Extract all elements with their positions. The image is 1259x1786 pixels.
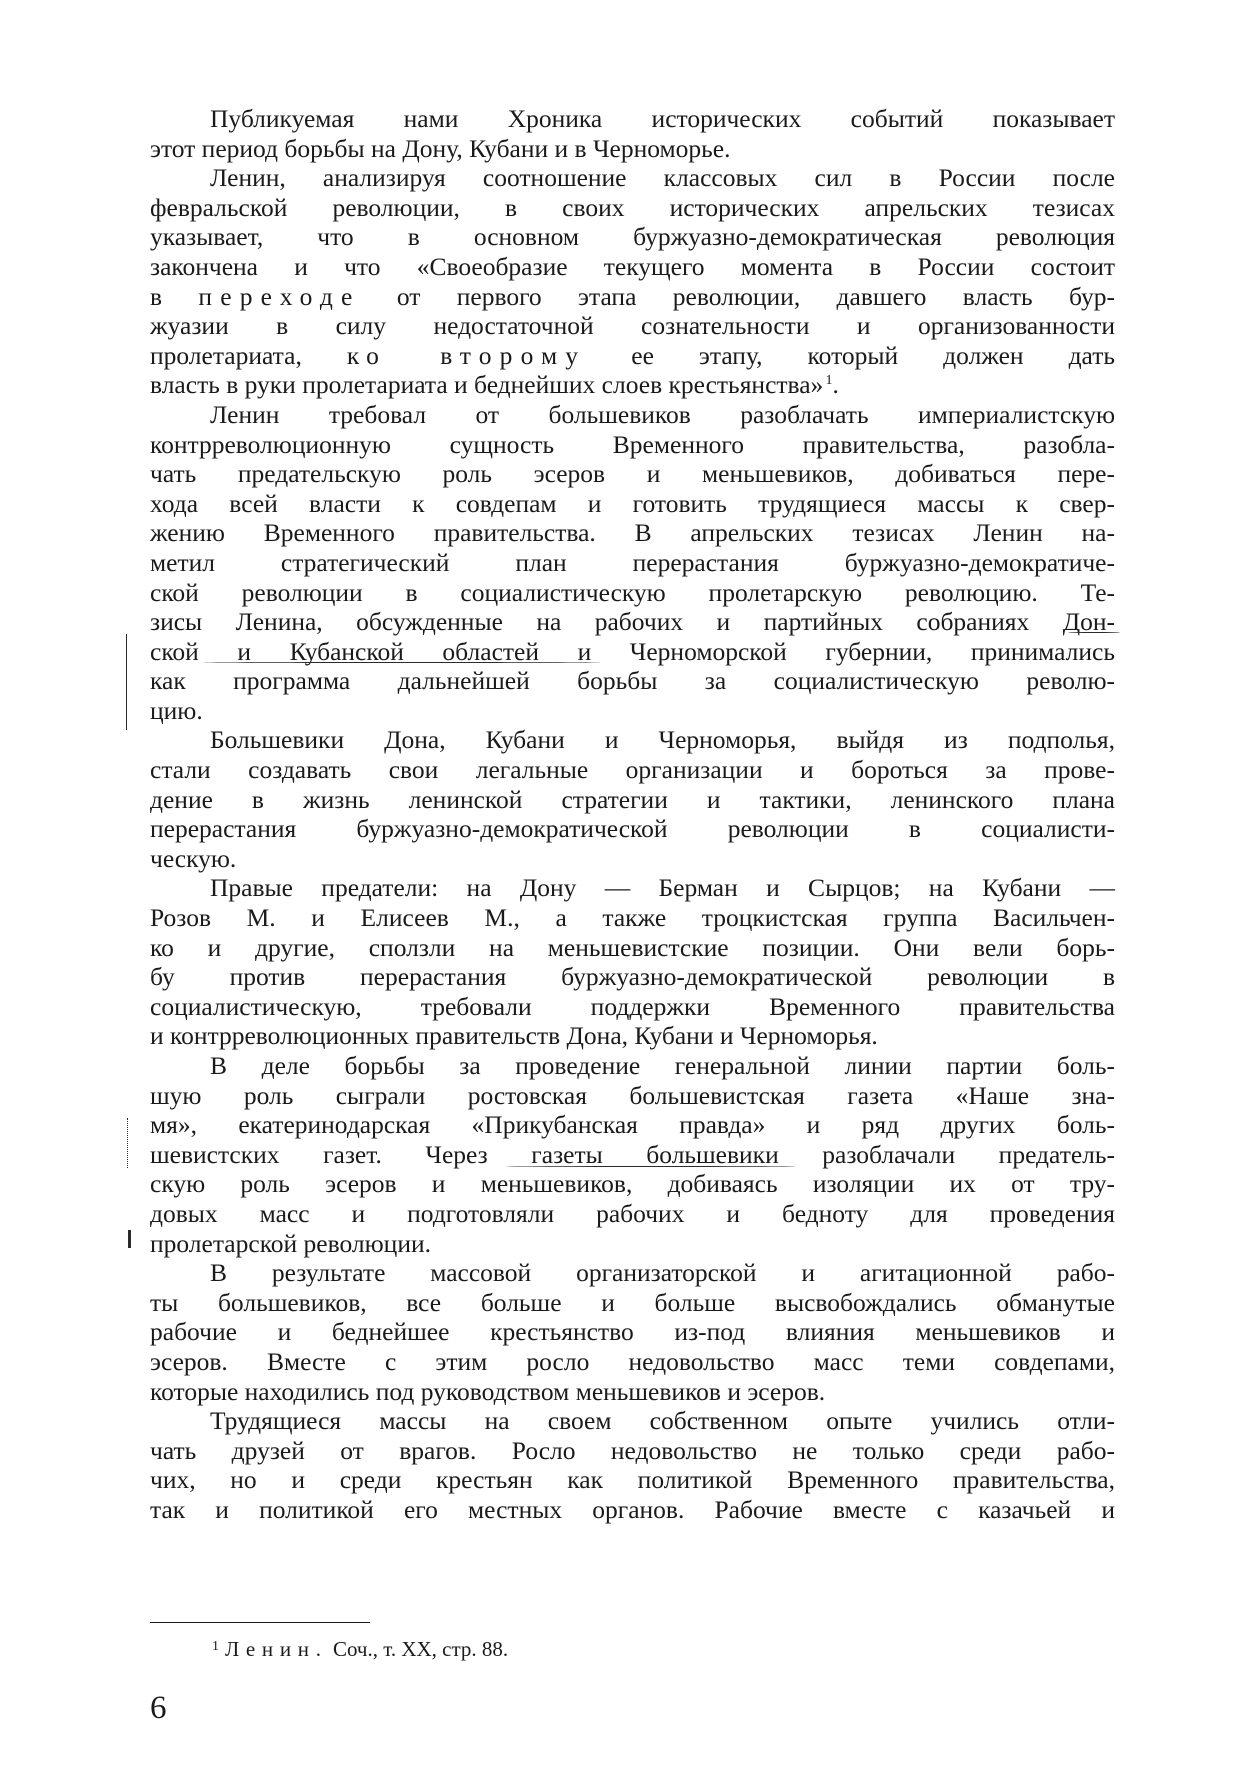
text-line: стали создавать свои легальные организации и бороться за прове-: [150, 755, 1115, 785]
text-line: Розов М. и Елисеев М., а также троцкистская группа Васильчен-: [150, 903, 1115, 933]
text-run: от первого этапа революции, давшего власть бур-: [360, 281, 1115, 311]
text-line: чать предательскую роль эсеров и меньшевиков, добиваться пере-: [150, 459, 1115, 489]
text-run: пролетариата,: [150, 340, 347, 370]
text-line: Большевики Дона, Кубани и Черноморья, выйдя из подполья,: [210, 725, 1115, 755]
footnote-rule: [150, 1622, 370, 1623]
text-line: ко и другие, сползли на меньшевистские позиции. Они вели борь-: [150, 932, 1115, 962]
text-line: В результате массовой организаторской и агитационной рабо-: [210, 1258, 1115, 1288]
paragraph-7: [150, 1258, 1115, 1406]
text-line: Трудящиеся массы на своем собственном опыте учились отли-: [210, 1406, 1115, 1436]
text-line: хода всей власти к совдепам и готовить трудящиеся массы к свер-: [150, 488, 1115, 518]
paragraph-3: [150, 400, 1115, 726]
text-line: и контрреволюционных правительств Дона, Кубани и Черноморья.: [150, 1021, 878, 1051]
text-line: метил стратегический план перерастания буржуазно-демократиче-: [150, 547, 1115, 577]
text-line: чать друзей от врагов. Росло недовольство не только среди рабо-: [150, 1435, 1115, 1465]
text-line: социалистическую, требовали поддержки Временного правительства: [150, 991, 1115, 1021]
margin-pencil-mark: [126, 634, 127, 730]
text-line: так и политикой его местных органов. Рабочие вместе с казачьей и: [150, 1494, 1115, 1524]
text-line: жению Временного правительства. В апрельских тезисах Ленин на-: [150, 518, 1115, 548]
page-number: 6: [150, 1690, 167, 1726]
text-line: ты большевиков, все больше и больше высвобождались обманутые: [150, 1287, 1115, 1317]
text-line: ческую.: [150, 843, 237, 873]
text-line: чих, но и среди крестьян как политикой Временного правительства,: [150, 1465, 1115, 1495]
footnote-marker: 1: [212, 1639, 219, 1654]
text-line: мя», екатеринодарская «Прикубанская правда» и ряд других боль-: [150, 1110, 1115, 1140]
text-line: В деле борьбы за проведение генеральной линии партии боль-: [210, 1051, 1115, 1080]
text-line: которые находились под руководством меньшевиков и эсеров.: [150, 1376, 826, 1406]
text-line: пролетарской революции.: [150, 1228, 431, 1258]
text-line: жуазии в силу недостаточной сознательности и организованности: [150, 311, 1115, 341]
text-line: довых масс и подготовляли рабочих и бедноту для проведения: [150, 1198, 1115, 1228]
text-line: перерастания буржуазно-демократической революции в социалисти-: [150, 814, 1115, 844]
text-line: Публикуемая нами Хроника исторических событий показывает: [210, 104, 1115, 133]
text-line: бу против перерастания буржуазно-демократической революции в: [150, 962, 1115, 992]
text-line: как программа дальнейшей борьбы за социалистическую револю-: [150, 666, 1115, 696]
text-line: Ленин, анализируя соотношение классовых сил в России после: [210, 163, 1115, 193]
text-line: эсеров. Вместе с этим росло недовольство масс теми совдепами,: [150, 1346, 1115, 1376]
spaced-emphasis: переходе: [198, 281, 361, 311]
text-line: Ленин требовал от большевиков разоблачать империалистскую: [210, 399, 1115, 429]
pencil-underline: [202, 662, 602, 663]
text-line: Правые предатели: на Дону — Берман и Сырцов; на Кубани —: [210, 873, 1115, 903]
pencil-underline: [1068, 632, 1120, 633]
paragraph-1: [150, 104, 1115, 163]
paragraph-5: [150, 873, 1115, 1051]
text-line: закончена и что «Своеобразие текущего момента в России состоит: [150, 251, 1115, 281]
text-line: шевистских газет. Через газеты большевики разоблачали предатель-: [150, 1139, 1115, 1169]
pencil-underline: [506, 1166, 796, 1167]
text-run: власть в руки пролетариата и беднейших слоев крестьянства»: [150, 370, 824, 400]
spaced-emphasis: ко второму: [346, 340, 587, 370]
text-line: зисы Ленина, обсужденные на рабочих и партийных собраниях Дон-: [150, 607, 1115, 637]
margin-pencil-mark: [127, 1118, 128, 1168]
margin-pencil-mark: [128, 1230, 131, 1248]
paragraph-4: [150, 725, 1115, 873]
text-line: этот период борьбы на Дону, Кубани и в Черноморье.: [150, 133, 731, 163]
text-line: шую роль сыграли ростовская большевистская газета «Наше зна-: [150, 1080, 1115, 1110]
footnote: [212, 1634, 508, 1662]
paragraph-2: [150, 163, 1115, 400]
text-run: в: [150, 281, 199, 311]
text-line: дение в жизнь ленинской стратегии и тактики, ленинского плана: [150, 784, 1115, 814]
text-line: ской и Кубанской областей и Черноморской губернии, принимались: [150, 636, 1115, 666]
footnote-text: Соч., т. XX, стр. 88.: [332, 1637, 509, 1661]
text-line: [150, 341, 1115, 371]
text-line: ской революции в социалистическую пролетарскую революцию. Те-: [150, 577, 1115, 607]
text-line: [150, 282, 1115, 312]
text-line: февральской революции, в своих исторических апрельских тезисах: [150, 192, 1115, 222]
paragraph-8: [150, 1406, 1115, 1524]
footnote-author: Ленин.: [225, 1637, 328, 1661]
text-line: цию.: [150, 695, 203, 725]
footnote-reference[interactable]: 1: [825, 373, 833, 389]
text-run: ее этапу, который должен дать: [586, 340, 1115, 370]
paragraph-6: [150, 1051, 1115, 1258]
text-line: указывает, что в основном буржуазно-демократическая революция: [150, 222, 1115, 252]
text-line: рабочие и беднейшее крестьянство из-под влияния меньшевиков и: [150, 1317, 1115, 1347]
body-text: [150, 104, 1115, 1525]
text-line: скую роль эсеров и меньшевиков, добиваясь изоляции их от тру-: [150, 1169, 1115, 1199]
text-line: контрреволюционную сущность Временного правительства, разобла-: [150, 429, 1115, 459]
text-line: власть в руки пролетариата и беднейших слоев крестьянства» $^1$.: [150, 370, 839, 400]
